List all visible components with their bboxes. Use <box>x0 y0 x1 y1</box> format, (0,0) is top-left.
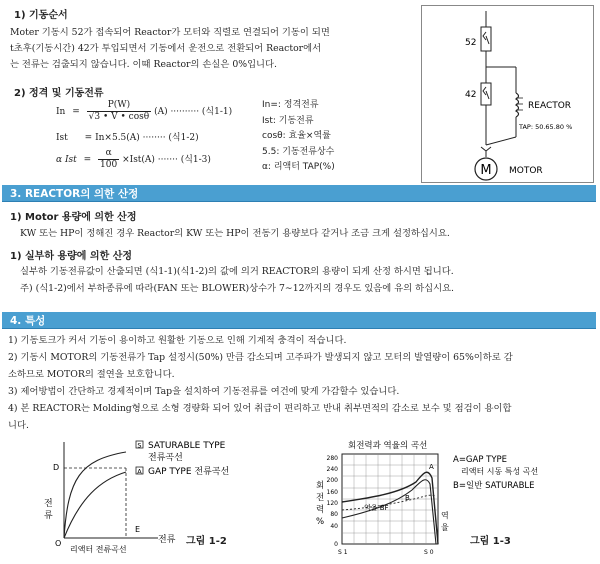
formula-1: In = $\frac{P(W)}{√3 • V • \cos\theta}$ (A) ·········· (식1-1) <box>56 100 233 122</box>
section1-line1: Moter 기동시 52가 접속되어 Reactor가 모터와 직렬로 연결되어 기동이 되면 <box>10 27 330 38</box>
fig2-ylabel-1: 회 <box>316 481 325 491</box>
label-52: 52 <box>465 38 477 48</box>
section2-title: 2) 정격 및 기동전류 <box>14 88 104 99</box>
legend-in: In=: 정격전류 <box>262 100 319 110</box>
section3-sub1: 1) Motor 용량에 의한 산정 <box>10 212 137 223</box>
section4-line3: 소하므로 MOTOR의 절연을 보호합니다. <box>8 369 175 380</box>
fig2-legend-a1: A=GAP TYPE <box>453 455 508 465</box>
fig1-xcaption: 리액터 전류곡선 <box>70 545 127 554</box>
fig2-tick-280: 280 <box>326 455 338 462</box>
section4-bar-title: 4. 특성 <box>10 315 46 327</box>
section4-line4: 3) 제어방법이 간단하고 경제적이며 Tap을 설치하여 기동전류를 여건에 맞게 가감할수 있습니다. <box>8 386 400 397</box>
breaker-42 <box>481 83 491 105</box>
formula-1-lhs: In <box>56 107 66 117</box>
fig2-inner-label: 역율 BF <box>364 504 389 512</box>
label-42: 42 <box>465 90 477 100</box>
section3-bar <box>2 185 596 202</box>
section4-line2: 2) 기동시 MOTOR의 기동전류가 Tap 설정시(50%) 만큼 감소되며 고주파가 발생되지 않고 모터의 발열량이 65%이하로 감 <box>8 352 513 363</box>
section4-line1: 1) 기동토크가 커서 기동이 용이하고 원활한 기동으로 인해 기계적 충격이 적습니다. <box>8 335 347 346</box>
figure-1-2-caption: 그림 1-2 <box>186 536 227 547</box>
fig2-x-right: S 0 <box>424 549 434 556</box>
fig1-legend-s-box: S <box>137 441 142 450</box>
fig2-tick-120: 120 <box>326 500 338 507</box>
fig2-tick-160: 160 <box>326 489 338 496</box>
section1-line2: t초후(기동시간) 42가 투입되면서 기동에서 운전으로 전환되어 Reactor에서 <box>10 43 322 54</box>
fig2-ylabel-2: 전 <box>316 493 325 503</box>
fig2-tick-40: 40 <box>330 523 338 530</box>
formula-2-rhs: = In×5.5(A) ········ (식1-2) <box>84 133 199 143</box>
legend-ist: Ist: 기동전류 <box>262 115 314 126</box>
formula-legend <box>262 98 335 176</box>
fig2-ylabel-3: 력 <box>316 505 325 515</box>
formula-1-tail: (A) ·········· (식1-1) <box>154 107 233 117</box>
formula-3-denominator: 100 <box>100 160 118 170</box>
fig2-label-a: A <box>429 463 434 471</box>
formula-3-lhs: α Ist <box>56 155 77 165</box>
section3-bar-title: 3. REACTOR의 의한 산정 <box>10 188 139 200</box>
fig2-tick-240: 240 <box>326 466 338 473</box>
section4-bar <box>2 312 596 329</box>
legend-cos: cosθ: 효율×역률 <box>262 131 331 141</box>
fig2-ylabel-4: % <box>316 517 325 527</box>
tap-label: TAP: 50.65.80 % <box>519 123 573 131</box>
fig1-legend-s2: 전류곡선 <box>148 453 183 463</box>
formula-1-numerator: P(W) <box>87 100 152 112</box>
legend-constant: 5.5: 기동전류상수 <box>262 146 335 157</box>
fig1-label-d: D <box>53 463 60 472</box>
formula-2 <box>56 130 199 143</box>
fig2-tick-80: 80 <box>330 511 338 518</box>
formula-1-denominator: √3 • V • cosθ <box>88 112 150 122</box>
fig2-tick-200: 200 <box>326 477 338 484</box>
formula-3-fraction <box>98 148 119 171</box>
fig1-label-o: O <box>55 539 62 548</box>
fig2-label-b: B <box>405 494 410 502</box>
section3-sub2-text1: 실부하 기동전류값이 산출되면 (식1-1)(식1-2)의 값에 의거 REACTOR의 용량이 되게 산정 하시면 됩니다. <box>20 266 454 277</box>
fig1-label-e: E <box>135 525 141 534</box>
fig1-legend-a-box: A <box>137 467 142 476</box>
circuit-diagram <box>421 5 594 183</box>
fig1-saturable-curve <box>64 452 126 538</box>
section4-line5: 4) 본 REACTOR는 Molding형으로 소형 경량화 되어 있어 취급이 편리하고 반내 취부면적의 감소로 보수 및 점검이 용이합 <box>8 403 512 414</box>
section1-line3: 는 전류는 검출되지 않습니다. 이때 Reactor의 손실은 0%입니다. <box>10 59 277 70</box>
fig1-legend-a: GAP TYPE 전류곡선 <box>148 467 230 477</box>
section4-line6: 니다. <box>8 420 29 431</box>
fig2-x-left: S 1 <box>338 549 348 556</box>
figure-1-3-caption: 그림 1-3 <box>470 536 511 547</box>
fig2-legend-b: B=일반 SATURABLE <box>453 481 535 491</box>
fig1-gap-curve <box>64 472 126 538</box>
fig2-right-label-1: 역 <box>441 511 449 520</box>
section3-sub1-text: KW 또는 HP이 정해진 경우 Reactor의 KW 또는 HP이 전동기 용량보다 같거나 조금 크게 설정하십시요. <box>20 228 450 239</box>
section3-sub2-text2: 주) (식1-2)에서 부하종류에 따라(FAN 또는 BLOWER)상수가 7∼12까지의 경우도 있음에 유의 하십시요. <box>20 283 455 294</box>
figure-1-3 <box>298 438 598 562</box>
motor-letter: M <box>480 163 492 178</box>
section1-title: 1) 기동순서 <box>14 10 68 21</box>
formula-1-fraction <box>87 100 152 123</box>
fig2-title: 회전력과 역율의 곡선 <box>348 441 428 451</box>
formula-3-numerator: α <box>98 148 119 160</box>
fig1-ylabel-1: 전 <box>44 499 53 509</box>
motor-label: MOTOR <box>509 166 543 176</box>
fig2-legend-a2: 리액터 시동 특성 곡선 <box>461 467 539 476</box>
section3-sub2: 1) 실부하 용량에 의한 산정 <box>10 251 133 262</box>
breaker-52 <box>481 27 491 51</box>
fig1-legend-s: SATURABLE TYPE <box>148 441 226 451</box>
formula-2-lhs: Ist <box>56 133 68 143</box>
fig2-tick-0: 0 <box>334 541 338 548</box>
legend-alpha: α: 리액터 TAP(%) <box>262 162 335 172</box>
fig1-xlabel: 전류 <box>158 535 176 545</box>
formula-3: α Ist = $\frac{\alpha}{100}$ ×Ist(A) ······· (식1-3) <box>56 148 211 170</box>
reactor-label: REACTOR <box>528 101 572 111</box>
formula-3-tail: ×Ist(A) ······· (식1-3) <box>122 155 211 165</box>
fig2-right-label-2: 율 <box>441 523 449 532</box>
fig1-ylabel-2: 류 <box>44 511 53 521</box>
